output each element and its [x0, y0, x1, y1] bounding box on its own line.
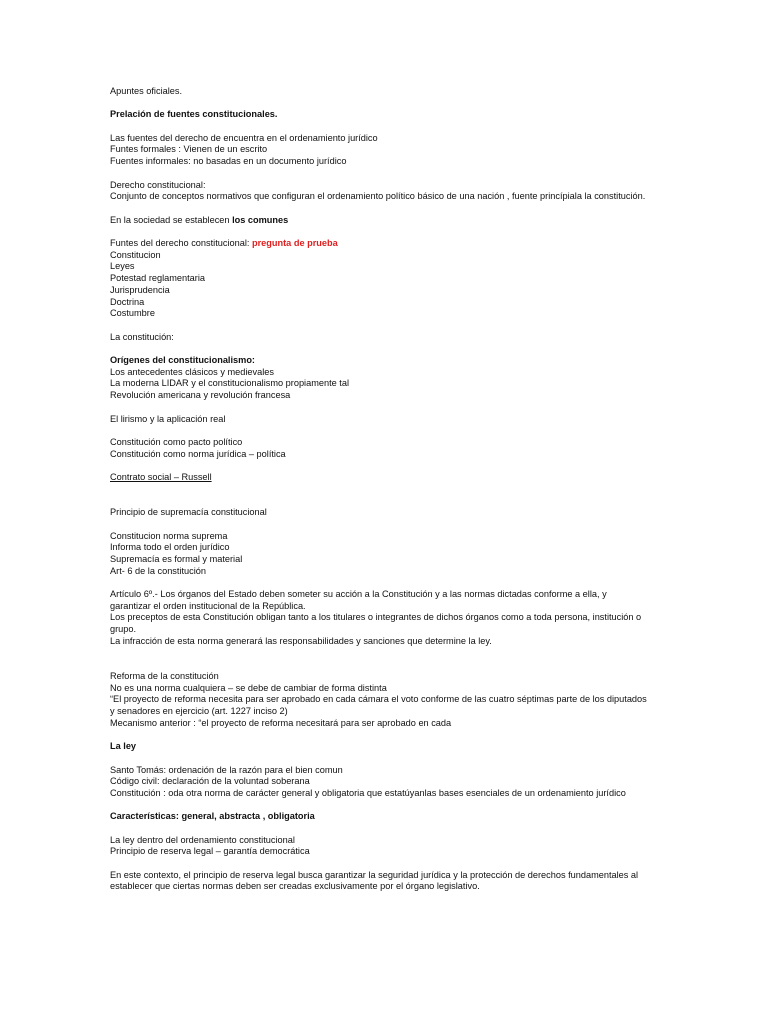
- doc-title: Apuntes oficiales.: [110, 86, 183, 96]
- principio-heading: Principio de supremacía constitucional: [110, 507, 267, 518]
- sociedad-line: [110, 215, 650, 227]
- list-item: Art- 6 de la constitución: [110, 565, 207, 576]
- contexto-paragraph: En este contexto, el principio de reserva legal busca garantizar la seguridad jurídica y la protección de derechos fundamentales al establecer que ciertas normas deben ser creadas exclusivamente por el órgano legislativo.: [110, 869, 639, 892]
- funtes-red-note: pregunta de prueba: [251, 238, 338, 249]
- list-item: Santo Tomás: ordenación de la razón para el bien comun: [110, 764, 343, 775]
- list-item: Código civil: declaración de la voluntad soberana: [110, 776, 310, 787]
- list-item: Constitucion norma suprema: [110, 530, 228, 541]
- reforma-heading: Reforma de la constitución: [110, 670, 219, 681]
- articulo-paragraph-2: Los preceptos de esta Constitución obligan tanto a los titulares o integrantes de dichos órganos como a toda persona, institución o grupo.: [110, 612, 642, 635]
- articulo-paragraph-1: Artículo 6º.- Los órganos del Estado deben someter su acción a la Constitución y a las normas dictadas conforme a ella, y garantizar el orden institucional de la República.: [110, 589, 607, 611]
- origenes-heading: Orígenes del constitucionalismo:: [110, 355, 255, 366]
- prelacion-heading: Prelación de fuentes constitucionales.: [110, 109, 278, 120]
- list-item: Informa todo el orden jurídico: [110, 542, 230, 553]
- articulo-paragraph-3: La infracción de esta norma generará las responsabilidades y sanciones que determine la ley.: [110, 635, 492, 646]
- lirismo-line: El lirismo y la aplicación real: [110, 413, 226, 424]
- list-item: Jurisprudencia: [110, 284, 170, 295]
- list-item: Leyes: [110, 261, 135, 272]
- list-item: Costumbre: [110, 308, 155, 319]
- list-item: Constitucion: [110, 249, 161, 260]
- list-item: La ley dentro del ordenamiento constitucional: [110, 834, 295, 845]
- contrato-social: Contrato social – Russell: [110, 472, 212, 483]
- document-page: [110, 86, 650, 893]
- sociedad-bold: los comunes: [232, 214, 289, 225]
- list-item: Constitución como pacto político: [110, 436, 243, 447]
- fuentes-line-1: Las fuentes del derecho de encuentra en el ordenamiento jurídico: [110, 132, 378, 143]
- list-item: Doctrina: [110, 296, 145, 307]
- list-item: Principio de reserva legal – garantía democrática: [110, 846, 310, 857]
- list-item: Constitución : oda otra norma de carácter general y obligatoria que estatúyanlas bases esenciales de un ordenamiento jurídico: [110, 787, 626, 798]
- reforma-line-2: “El proyecto de reforma necesita para ser aprobado en cada cámara el voto conforme de las cuatro séptimas parte de los diputados y senadores en ejercicio (art. 1227 inciso 2): [110, 694, 647, 717]
- funtes-prefix: Funtes del derecho constitucional:: [110, 238, 252, 249]
- list-item: Revolución americana y revolución francesa: [110, 390, 291, 401]
- fuentes-line-2: Funtes formales : Vienen de un escrito: [110, 144, 268, 155]
- list-item: Potestad reglamentaria: [110, 273, 205, 284]
- reforma-line-1: No es una norma cualquiera – se debe de cambiar de forma distinta: [110, 682, 387, 693]
- derecho-definition: Conjunto de conceptos normativos que configuran el ordenamiento político básico de una nación , fuente princípiala la constitución.: [110, 191, 646, 202]
- fuentes-line-3: Fuentes informales: no basadas en un documento jurídico: [110, 156, 347, 167]
- sociedad-prefix: En la sociedad se establecen: [110, 214, 233, 225]
- ley-heading: La ley: [110, 741, 137, 752]
- list-item: La moderna LIDAR y el constitucionalismo propiamente tal: [110, 378, 349, 389]
- reforma-line-3: Mecanismo anterior : “el proyecto de reforma necesitará para ser aprobado en cada: [110, 717, 452, 728]
- list-item: Constitución como norma jurídica – política: [110, 448, 286, 459]
- la-constitucion: La constitución:: [110, 331, 174, 342]
- list-item: Supremacía es formal y material: [110, 553, 243, 564]
- list-item: Los antecedentes clásicos y medievales: [110, 366, 274, 377]
- caracteristicas-line: Características: general, abstracta , obligatoria: [110, 811, 315, 822]
- funtes-line: [110, 238, 650, 250]
- derecho-heading: Derecho constitucional:: [110, 179, 206, 190]
